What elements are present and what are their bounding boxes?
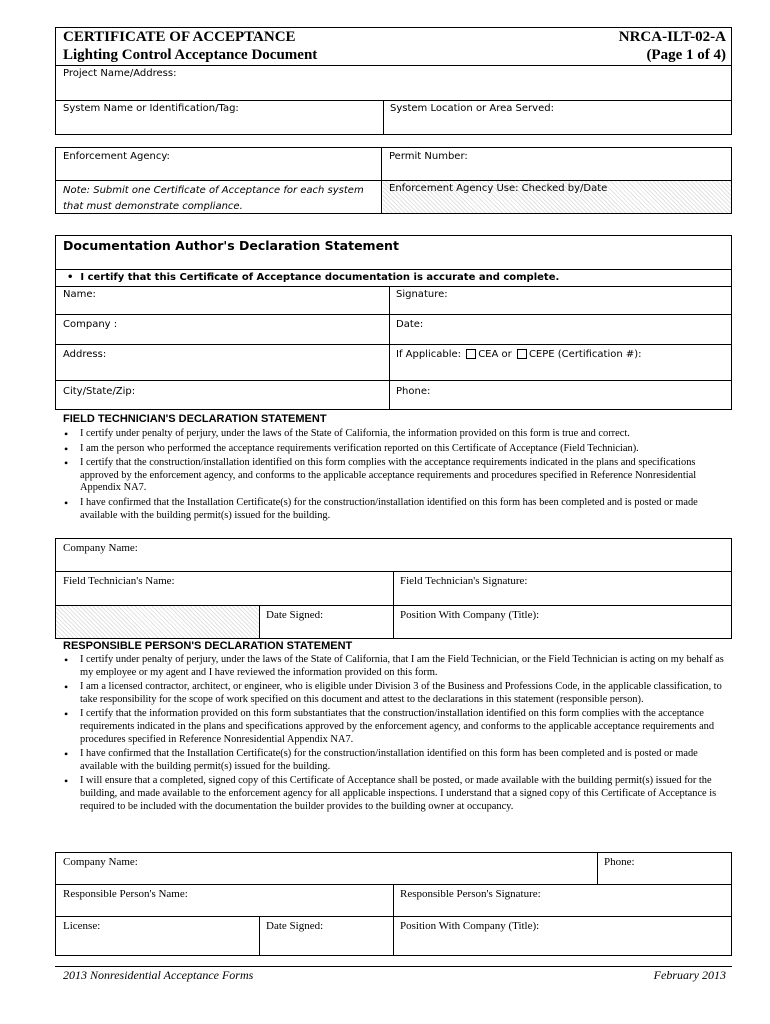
form-title: CERTIFICATE OF ACCEPTANCE — [63, 29, 296, 45]
submission-note: Note: Submit one Certificate of Acceptance for each system that must demonstrate compliance. — [63, 185, 364, 212]
field-tech-hatched-cell — [56, 606, 259, 638]
page-indicator: (Page 1 of 4) — [646, 47, 726, 63]
agency-use-label: Enforcement Agency Use: Checked by/Date — [389, 183, 608, 194]
field-tech-company-label[interactable]: Company Name: — [63, 542, 138, 554]
cea-label: CEA or — [478, 349, 512, 360]
field-tech-signature-label[interactable]: Field Technician's Signature: — [400, 575, 528, 587]
field-tech-title: FIELD TECHNICIAN'S DECLARATION STATEMENT — [63, 413, 327, 425]
field-tech-date-label[interactable]: Date Signed: — [266, 609, 324, 621]
field-tech-statement: • I certify that the construction/installation identified on this form complies with the acceptance requirements indicated in the plans and specifications approved by the enforcement agency, and conforms to the applicable acceptance requirements and procedures specified in Reference Nonresidential Appendix NA7. — [60, 457, 726, 495]
responsible-statement: • I certify that the information provided on this form substantiates that the construction/installation identified on this form complies with the acceptance requirements indicated in the plans and specifications approved by the enforcement agency, and conforms to the applicable acceptance requirements and procedures specified in Reference Nonresidential Appendix NA7. — [60, 708, 726, 746]
author-certify-statement: I certify that this Certificate of Acceptance documentation is accurate and complete. — [80, 272, 560, 283]
responsible-statement: • I certify under penalty of perjury, under the laws of the State of California, that I am the Field Technician, or the Field Technician is acting on my behalf as my employee or my agent and I have reviewed the information provided on this form. — [60, 654, 726, 679]
responsible-signature-label[interactable]: Responsible Person's Signature: — [400, 888, 541, 900]
footer-left: 2013 Nonresidential Acceptance Forms — [63, 968, 254, 982]
cepe-checkbox[interactable] — [517, 349, 527, 359]
field-tech-statement: • I have confirmed that the Installation Certificate(s) for the construction/installation identified on this form has been completed and is posted or made available with the building permit(s) issued for the building. — [60, 497, 726, 522]
field-tech-statement: • I am the person who performed the acceptance requirements verification reported on this Certificate of Acceptance (Field Technician). — [60, 443, 726, 456]
project-name-label: Project Name/Address: — [63, 68, 177, 79]
author-if-applicable — [396, 349, 642, 360]
author-city-label[interactable]: City/State/Zip: — [63, 386, 136, 397]
responsible-statements — [60, 654, 726, 815]
field-tech-name-label[interactable]: Field Technician's Name: — [63, 575, 175, 587]
if-applicable-label: If Applicable: — [396, 349, 462, 360]
permit-number-label[interactable]: Permit Number: — [389, 151, 468, 162]
responsible-title: RESPONSIBLE PERSON'S DECLARATION STATEMENT — [63, 640, 353, 652]
author-box — [55, 235, 732, 410]
responsible-license-label[interactable]: License: — [63, 920, 101, 932]
responsible-phone-label[interactable]: Phone: — [604, 856, 635, 868]
author-phone-label[interactable]: Phone: — [396, 386, 431, 397]
author-address-label[interactable]: Address: — [63, 349, 107, 360]
enforcement-agency-label[interactable]: Enforcement Agency: — [63, 151, 170, 162]
system-location-label[interactable]: System Location or Area Served: — [390, 103, 554, 114]
footer-right: February 2013 — [653, 968, 726, 982]
system-name-label[interactable]: System Name or Identification/Tag: — [63, 103, 239, 114]
responsible-date-label[interactable]: Date Signed: — [266, 920, 324, 932]
responsible-position-label[interactable]: Position With Company (Title): — [400, 920, 540, 932]
cepe-label: CEPE (Certification #): — [528, 349, 642, 360]
responsible-statement: • I am a licensed contractor, architect, or engineer, who is eligible under Division 3 of the Business and Professions Code, in the applicable classification, to take responsibility for the scope of work specified on this document and attest to the declarations in this statement (responsible person). — [60, 681, 726, 706]
responsible-statement: • I will ensure that a completed, signed copy of this Certificate of Acceptance shall be posted, or made available with the building permit(s) issued for the building, and made available to the enforcement agency for all applicable inspections. I understand that a signed copy of this Certificate of Acceptance is required to be included with the documentation the builder provides to the building owner at occupancy. — [60, 775, 726, 813]
author-section-title: Documentation Author's Declaration Statement — [63, 238, 399, 253]
author-name-label[interactable]: Name: — [63, 289, 96, 300]
cea-checkbox[interactable] — [466, 349, 476, 359]
form-id: NRCA-ILT-02-A — [618, 29, 726, 45]
responsible-company-label[interactable]: Company Name: — [63, 856, 138, 868]
author-signature-label[interactable]: Signature: — [396, 289, 448, 300]
author-date-label[interactable]: Date: — [396, 319, 424, 330]
field-tech-position-label[interactable]: Position With Company (Title): — [400, 609, 540, 621]
responsible-statement: • I have confirmed that the Installation Certificate(s) for the construction/installation identified on this form has been completed and is posted or made available with the building permit(s) issued for the building. — [60, 748, 726, 773]
footer-rule — [55, 966, 732, 967]
form-subtitle: Lighting Control Acceptance Document — [63, 47, 318, 63]
field-tech-statements — [60, 428, 726, 524]
responsible-name-label[interactable]: Responsible Person's Name: — [63, 888, 188, 900]
field-tech-statement: • I certify under penalty of perjury, under the laws of the State of California, the information provided on this form is true and correct. — [60, 428, 726, 441]
author-company-label[interactable]: Company : — [63, 319, 118, 330]
bullet-icon: • — [67, 272, 74, 283]
